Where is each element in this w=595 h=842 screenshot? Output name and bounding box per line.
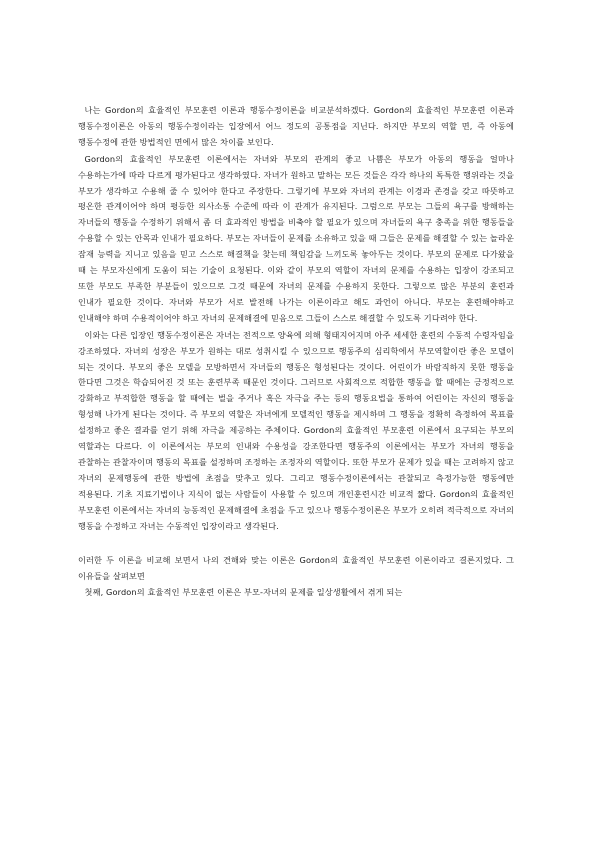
paragraph-intro: 나는 Gordon의 효율적인 부모훈련 이론과 행동수정이론을 비교분석하겠다. Gordon의 효율적인 부모훈련 이론과 행동수정이론은 아동의 행동수정이라는 입장에서 어느 정도의 공통점을 지닌다. 하지만 부모의 역할 면, 즉 아동에 행동수정에 관한 방법적인 면에서 많은 차이를 보인다. [78, 105, 514, 147]
paragraph-first-reason: 첫째, Gordon의 효율적인 부모훈련 이론은 부모-자녀의 문제를 일상생활에서 겪게 되는 [84, 587, 403, 598]
paragraph-conclusion: 이러한 두 이론을 비교해 보면서 나의 견해와 맞는 이론은 Gordon의 효율적인 부모훈련 이론이라고 결론지었다. 그 이유들을 살펴보면 [78, 555, 514, 582]
document-body [78, 103, 514, 601]
paragraph-behavior-modification: 이와는 다른 입장인 행동수정이론은 자녀는 전적으로 양육에 의해 형태지어지며 아주 세세한 훈련의 수동적 수령자임을 강조하였다. 자녀의 성장은 부모가 원하는 대로 성취시킬 수 있으므로 행동주의 심리학에서 부모역할이란 좋은 모델이 되는 것이다. 부모의 좋은 모델을 모방하면서 자녀들의 행동은 형성된다는 것이다. 어린이가 바람직하지 못한 행동을 한다면 그것은 학습되어진 것 또는 훈련부족 때문인 것이다. 그러므로 사회적으로 적합한 행동을 할 때에는 긍정적으로 강화하고 부적합한 행동을 할 때에는 벌을 주거나 혹은 자극을 주는 등의 행동요법을 통하여 어린이는 자신의 행동을 형성해 나가게 된다는 것이다. 즉 부모의 역할은 자녀에게 모델적인 행동을 제시하며 그 행동을 정확히 측정하여 목표를 설정하고 좋은 결과를 얻기 위해 자극을 제공하는 주체이다. Gordon의 효율적인 부모훈련 이론에서 요구되는 부모의 역할과는 다르다. 이 이론에서는 부모의 인내와 수용성을 강조한다면 행동주의 이론에서는 부모가 자녀의 행동을 관찰하는 관찰자이며 행동의 목표를 설정하며 조정하는 조정자의 역할이다. 또한 부모가 문제가 있을 때는 고려하지 않고 자녀의 문제행동에 관한 방법에 초점을 맞추고 있다. 그리고 행동수정이론에서는 관찰되고 측정가능한 행동에만 적용된다. 기초 지료기법이나 지식이 없는 사람들이 사용할 수 있으며 개인훈련시간 비교적 짧다. Gordon의 효율적인 부모훈련 이론에서는 자녀의 능동적인 문제해결에 초점을 두고 있으나 행동수정이론은 부모가 오히려 적극적으로 자녀의 행동을 수정하고 자녀는 수동적인 입장이라고 생각된다. [78, 329, 514, 531]
paragraph-gordon-theory: Gordon의 효율적인 부모훈련 이론에서는 자녀와 부모의 관계의 좋고 나쁨은 부모가 아동의 행동을 얼마나 수용하는가에 따라 다르게 평가된다고 생각하였다. 자녀가 원하고 말하는 모든 것들은 각각 하나의 독특한 행위라는 것을 부모가 생각하고 수용해 줄 수 있어야 한다고 주장한다. 그렇기에 부모와 자녀의 관계는 이경과 존경을 갖고 따뜻하고 평온한 관계이어야 하며 평등한 의사소통 수준에 따라 이 관계가 유지된다. 그럼으로 부모는 그들의 욕구를 방해하는 자녀들의 행동을 수정하기 위해서 좀 더 효과적인 방법을 비축야 할 필요가 있으며 자녀들의 욕구 충족을 위한 행동들을 수용할 수 있는 안목과 인내가 필요하다. 부모는 자녀들이 문제를 소유하고 있을 때 그들은 문제를 해결할 수 있는 놀라운 잠재 능력을 지니고 있음을 믿고 스스로 해결책을 찾는데 책임감을 느끼도록 놓아두는 것이다. 부모의 문제로 다가왔을 때 는 부모자신에게 도움이 되는 기술이 요청된다. 이와 같이 부모의 역할이 자녀의 문제를 수용하는 입장이 강조되고 또한 부모도 부족한 부분들이 있으므로 그것 때문에 자녀의 문제를 수용하지 못한다. 그렇으로 많은 부분의 훈련과 인내가 필요한 것이다. 자녀와 부모가 서로 발전해 나가는 이론이라고 해도 과언이 아니다. 부모는 훈련해야하고 인내해야 하며 수용적이어야 하고 자녀의 문제해결에 믿음으로 그들이 스스로 해결할 수 있도록 기다려야 한다. [78, 153, 514, 323]
